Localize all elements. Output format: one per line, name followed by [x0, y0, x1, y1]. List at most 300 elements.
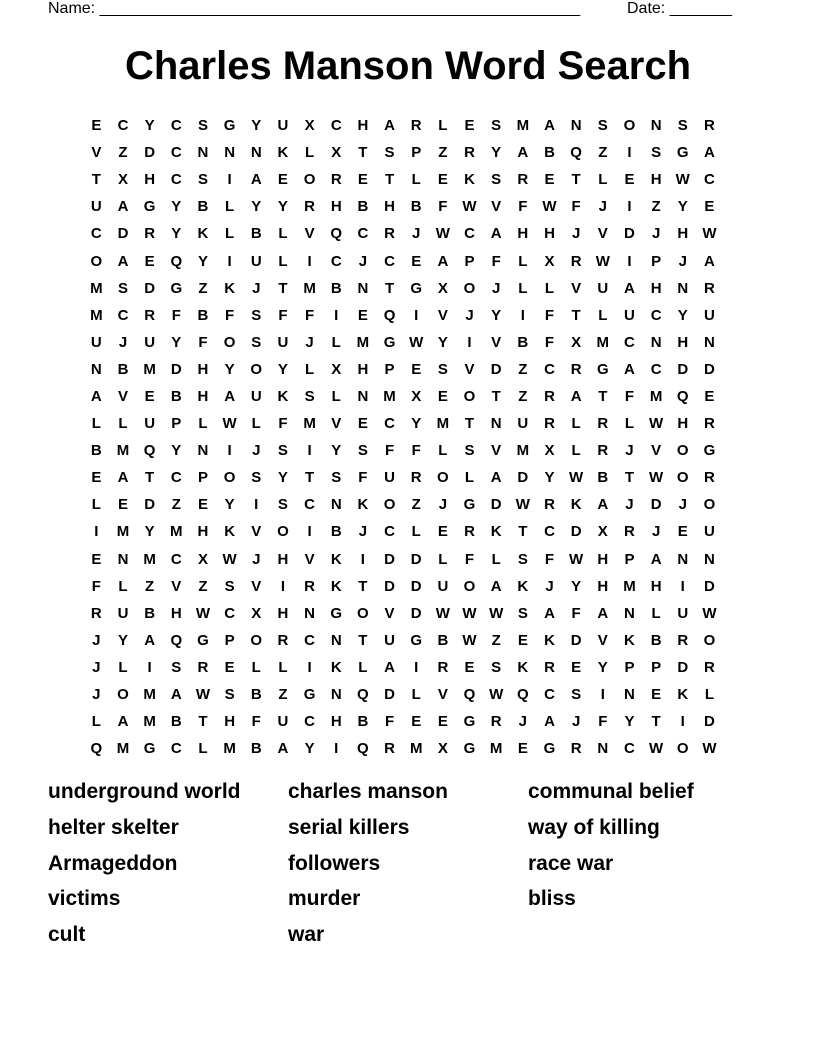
grid-letter: C: [650, 360, 662, 378]
grid-letter: R: [704, 279, 715, 297]
grid-letter: G: [303, 686, 316, 704]
grid-letter: Y: [331, 442, 342, 460]
grid-row: [83, 491, 739, 518]
grid-letter: I: [627, 144, 632, 162]
grid-letter: A: [384, 117, 395, 135]
grid-letter: D: [704, 360, 715, 378]
grid-letter: O: [676, 469, 689, 487]
grid-letter: I: [334, 740, 339, 758]
grid-letter: W: [489, 686, 504, 704]
grid-letter: G: [463, 496, 476, 514]
grid-letter: O: [223, 333, 236, 351]
grid-letter: E: [464, 658, 475, 676]
grid-letter: R: [570, 252, 582, 270]
grid-letter: M: [143, 550, 156, 568]
grid-letter: M: [409, 740, 423, 758]
grid-letter: J: [252, 442, 261, 460]
grid-letter: J: [651, 225, 661, 243]
grid-letter: B: [410, 198, 422, 216]
grid-letter: N: [330, 686, 342, 704]
grid-letter: I: [627, 198, 632, 216]
grid-letter: M: [596, 333, 610, 351]
grid-letter: Y: [171, 442, 182, 460]
grid-letter: A: [224, 387, 236, 405]
grid-letter: W: [195, 604, 211, 622]
grid-letter: C: [170, 740, 182, 758]
grid-letter: T: [518, 523, 528, 541]
grid-letter: B: [330, 279, 342, 297]
grid-letter: C: [170, 469, 182, 487]
grid-letter: Y: [597, 658, 608, 676]
grid-letter: H: [197, 387, 209, 405]
grid-letter: U: [144, 415, 156, 433]
grid-letter: I: [227, 442, 232, 460]
grid-letter: L: [438, 117, 448, 135]
grid-letter: Q: [330, 225, 343, 243]
grid-letter: H: [277, 550, 289, 568]
grid-letter: R: [490, 713, 502, 731]
grid-letter: V: [304, 225, 315, 243]
grid-letter: H: [357, 360, 369, 378]
grid-letter: R: [197, 658, 209, 676]
grid-letter: R: [304, 198, 315, 216]
grid-letter: O: [463, 279, 476, 297]
grid-letter: E: [517, 740, 528, 758]
grid-letter: R: [544, 658, 555, 676]
grid-letter: K: [677, 686, 689, 704]
grid-letter: L: [91, 713, 101, 731]
grid-letter: F: [278, 306, 288, 324]
grid-letter: E: [411, 252, 422, 270]
grid-letter: G: [330, 604, 343, 622]
grid-letter: P: [464, 252, 475, 270]
grid-letter: R: [597, 442, 609, 460]
grid-letter: Y: [144, 523, 155, 541]
grid-letter: T: [304, 469, 315, 487]
grid-letter: X: [411, 387, 422, 405]
grid-letter: I: [254, 496, 259, 514]
grid-letter: T: [624, 469, 635, 487]
grid-letter: S: [517, 604, 528, 622]
grid-letter: P: [651, 252, 662, 270]
grid-letter: D: [704, 577, 715, 595]
grid-letter: W: [569, 469, 584, 487]
grid-letter: W: [222, 550, 237, 568]
grid-letter: V: [384, 604, 395, 622]
grid-letter: J: [518, 713, 527, 731]
grid-letter: C: [357, 225, 369, 243]
grid-letter: S: [384, 144, 395, 162]
grid-letter: S: [224, 686, 235, 704]
grid-letter: A: [117, 469, 129, 487]
grid-letter: O: [90, 252, 103, 270]
grid-letter: E: [91, 550, 102, 568]
grid-row: [83, 518, 739, 545]
grid-letter: H: [517, 225, 529, 243]
grid-letter: E: [91, 469, 102, 487]
grid-letter: M: [143, 360, 156, 378]
word-list-item: serial killers: [288, 815, 410, 839]
grid-letter: W: [702, 604, 717, 622]
grid-letter: C: [544, 360, 555, 378]
grid-letter: V: [464, 360, 475, 378]
grid-letter: M: [649, 387, 663, 405]
grid-letter: Q: [676, 387, 689, 405]
grid-letter: T: [384, 171, 395, 189]
grid-letter: U: [704, 306, 715, 324]
grid-letter: I: [307, 523, 312, 541]
grid-letter: Z: [118, 144, 128, 162]
grid-letter: N: [624, 604, 635, 622]
grid-letter: F: [518, 198, 528, 216]
grid-letter: J: [412, 225, 421, 243]
grid-letter: C: [90, 225, 102, 243]
grid-letter: J: [651, 523, 661, 541]
grid-letter: F: [544, 550, 555, 568]
grid-letter: U: [90, 333, 102, 351]
grid-letter: X: [597, 523, 608, 541]
grid-letter: L: [225, 225, 235, 243]
grid-letter: A: [650, 550, 662, 568]
grid-letter: G: [197, 631, 209, 649]
grid-letter: S: [651, 144, 662, 162]
grid-letter: P: [624, 658, 635, 676]
grid-letter: N: [624, 686, 635, 704]
grid-letter: Q: [516, 686, 529, 704]
grid-letter: A: [704, 144, 715, 162]
grid-letter: R: [410, 469, 422, 487]
grid-letter: T: [598, 387, 608, 405]
grid-letter: H: [144, 171, 156, 189]
grid-letter: W: [462, 604, 477, 622]
grid-letter: I: [307, 252, 312, 270]
grid-letter: V: [491, 333, 502, 351]
word-list-item: bliss: [528, 887, 576, 911]
grid-letter: R: [517, 171, 529, 189]
grid-letter: F: [571, 198, 581, 216]
grid-letter: C: [170, 550, 182, 568]
grid-letter: D: [410, 577, 422, 595]
grid-letter: C: [117, 117, 129, 135]
grid-letter: E: [437, 713, 448, 731]
grid-letter: Y: [277, 360, 288, 378]
grid-letter: E: [651, 686, 662, 704]
grid-letter: R: [464, 144, 475, 162]
grid-letter: R: [677, 631, 689, 649]
grid-letter: T: [358, 144, 368, 162]
grid-letter: B: [437, 631, 449, 649]
grid-letter: C: [384, 415, 395, 433]
grid-letter: P: [624, 550, 635, 568]
grid-letter: L: [118, 658, 128, 676]
grid-letter: O: [303, 171, 316, 189]
grid-letter: A: [117, 252, 129, 270]
grid-letter: X: [331, 144, 342, 162]
grid-letter: W: [702, 225, 717, 243]
grid-letter: D: [144, 279, 156, 297]
grid-letter: N: [224, 144, 236, 162]
grid-letter: X: [437, 740, 448, 758]
grid-letter: Y: [624, 713, 635, 731]
grid-letter: E: [464, 117, 475, 135]
grid-letter: L: [491, 550, 501, 568]
grid-letter: Q: [143, 442, 156, 460]
grid-letter: L: [544, 279, 555, 297]
grid-letter: Y: [197, 252, 208, 270]
grid-letter: B: [250, 740, 262, 758]
grid-letter: A: [384, 658, 395, 676]
grid-letter: L: [411, 686, 421, 704]
word-list: [48, 778, 768, 957]
grid-row: [83, 329, 739, 356]
grid-letter: C: [330, 117, 342, 135]
grid-letter: T: [491, 387, 501, 405]
grid-letter: Z: [518, 387, 528, 405]
grid-letter: W: [435, 604, 450, 622]
grid-letter: D: [144, 144, 156, 162]
grid-letter: E: [544, 171, 555, 189]
grid-letter: W: [649, 415, 664, 433]
grid-letter: Z: [411, 496, 421, 514]
grid-letter: S: [331, 469, 342, 487]
grid-letter: A: [597, 496, 609, 514]
word-list-item: communal belief: [528, 780, 694, 803]
grid-letter: T: [145, 469, 155, 487]
grid-letter: V: [251, 523, 262, 541]
grid-row: [83, 546, 739, 573]
word-list-item: cult: [48, 923, 86, 947]
grid-letter: C: [170, 117, 182, 135]
word-list-item: helter skelter: [48, 815, 179, 839]
grid-letter: S: [197, 171, 208, 189]
word-list-item: underground world: [48, 780, 241, 803]
grid-letter: D: [624, 225, 635, 243]
grid-letter: Y: [437, 333, 448, 351]
grid-letter: Y: [491, 144, 502, 162]
grid-letter: V: [437, 306, 448, 324]
grid-letter: K: [277, 387, 289, 405]
grid-letter: Y: [224, 496, 235, 514]
grid-letter: K: [517, 658, 529, 676]
grid-letter: H: [330, 713, 342, 731]
grid-letter: E: [704, 198, 715, 216]
grid-letter: N: [330, 631, 342, 649]
grid-letter: R: [704, 415, 715, 433]
grid-letter: C: [304, 631, 315, 649]
grid-letter: L: [304, 144, 315, 162]
grid-letter: M: [223, 740, 236, 758]
grid-letter: L: [651, 604, 661, 622]
grid-letter: R: [704, 117, 715, 135]
grid-row: [83, 247, 739, 274]
grid-letter: P: [384, 360, 395, 378]
grid-row: [83, 356, 739, 383]
grid-letter: G: [170, 279, 183, 297]
grid-letter: J: [545, 577, 554, 595]
grid-letter: C: [170, 171, 182, 189]
grid-letter: S: [437, 360, 448, 378]
grid-letter: M: [116, 740, 130, 758]
grid-letter: V: [331, 415, 342, 433]
grid-letter: W: [462, 198, 477, 216]
word-list-item: war: [288, 923, 325, 947]
word-list-item: charles manson: [288, 780, 448, 803]
grid-letter: I: [414, 306, 419, 324]
grid-row: [83, 139, 739, 166]
grid-letter: P: [171, 415, 182, 433]
grid-letter: G: [463, 740, 476, 758]
grid-letter: Y: [224, 360, 235, 378]
grid-letter: L: [598, 171, 608, 189]
grid-letter: S: [171, 658, 182, 676]
grid-letter: Q: [383, 306, 396, 324]
grid-letter: J: [92, 686, 101, 704]
grid-letter: H: [544, 225, 555, 243]
grid-letter: L: [118, 577, 128, 595]
grid-letter: V: [117, 387, 128, 405]
grid-letter: H: [197, 360, 209, 378]
grid-letter: U: [277, 117, 289, 135]
grid-letter: E: [224, 658, 235, 676]
grid-letter: L: [251, 415, 261, 433]
grid-letter: A: [170, 686, 182, 704]
grid-letter: M: [170, 523, 183, 541]
grid-letter: F: [171, 306, 181, 324]
grid-letter: B: [197, 198, 209, 216]
grid-letter: S: [251, 306, 262, 324]
grid-letter: T: [198, 713, 208, 731]
date-field-label: Date: _______: [627, 0, 732, 17]
grid-letter: K: [544, 631, 555, 649]
grid-letter: I: [307, 442, 312, 460]
grid-letter: K: [357, 496, 369, 514]
grid-letter: Y: [491, 306, 502, 324]
grid-letter: M: [516, 117, 530, 135]
grid-letter: E: [411, 713, 422, 731]
grid-letter: F: [544, 333, 555, 351]
grid-row: [83, 410, 739, 437]
grid-letter: X: [251, 604, 262, 622]
grid-letter: I: [227, 252, 232, 270]
grid-row: [83, 220, 739, 247]
grid-letter: L: [278, 658, 288, 676]
grid-letter: L: [278, 252, 288, 270]
grid-letter: G: [410, 279, 423, 297]
grid-letter: P: [197, 469, 208, 487]
grid-letter: W: [515, 496, 530, 514]
grid-letter: O: [250, 631, 263, 649]
grid-letter: Q: [357, 686, 369, 704]
grid-letter: O: [357, 604, 369, 622]
grid-letter: D: [570, 523, 582, 541]
grid-letter: R: [277, 631, 289, 649]
grid-letter: A: [570, 387, 582, 405]
grid-letter: Q: [170, 252, 183, 270]
grid-letter: G: [463, 713, 476, 731]
grid-letter: T: [464, 415, 475, 433]
grid-letter: Z: [278, 686, 288, 704]
grid-letter: L: [571, 442, 581, 460]
grid-row: [83, 600, 739, 627]
grid-letter: U: [624, 306, 635, 324]
grid-letter: M: [116, 523, 130, 541]
grid-letter: R: [90, 604, 102, 622]
grid-letter: U: [277, 333, 289, 351]
grid-letter: J: [678, 496, 687, 514]
grid-row: [83, 302, 739, 329]
grid-letter: N: [597, 740, 609, 758]
grid-letter: U: [90, 198, 102, 216]
grid-letter: F: [598, 713, 608, 731]
word-list-item: race war: [528, 851, 614, 875]
grid-letter: F: [464, 550, 475, 568]
grid-letter: A: [90, 387, 102, 405]
grid-letter: U: [704, 523, 715, 541]
grid-letter: U: [437, 577, 449, 595]
grid-letter: J: [92, 658, 101, 676]
grid-letter: J: [571, 713, 581, 731]
grid-letter: V: [571, 279, 582, 297]
grid-letter: W: [675, 171, 690, 189]
grid-letter: D: [384, 577, 395, 595]
grid-letter: J: [678, 252, 687, 270]
grid-letter: L: [278, 225, 288, 243]
grid-letter: E: [624, 171, 635, 189]
grid-letter: A: [624, 360, 635, 378]
grid-letter: F: [304, 306, 315, 324]
grid-letter: S: [251, 333, 262, 351]
grid-letter: B: [357, 198, 369, 216]
grid-letter: X: [331, 360, 342, 378]
grid-letter: O: [250, 360, 263, 378]
grid-letter: J: [252, 550, 261, 568]
grid-letter: T: [91, 171, 101, 189]
grid-letter: B: [357, 713, 369, 731]
grid-letter: S: [491, 171, 502, 189]
grid-letter: W: [409, 333, 424, 351]
grid-letter: Q: [463, 686, 476, 704]
grid-letter: N: [490, 415, 502, 433]
grid-letter: W: [222, 415, 237, 433]
grid-letter: L: [304, 360, 315, 378]
grid-letter: G: [223, 117, 236, 135]
grid-letter: W: [569, 550, 584, 568]
grid-letter: G: [410, 631, 423, 649]
grid-letter: B: [170, 387, 182, 405]
grid-letter: I: [307, 658, 312, 676]
grid-letter: V: [251, 577, 262, 595]
grid-letter: R: [410, 117, 422, 135]
grid-letter: A: [437, 252, 449, 270]
grid-letter: E: [144, 387, 155, 405]
grid-letter: W: [595, 252, 610, 270]
grid-letter: F: [571, 604, 581, 622]
grid-letter: Z: [198, 577, 208, 595]
grid-letter: E: [357, 171, 368, 189]
grid-letter: J: [305, 333, 314, 351]
grid-letter: O: [676, 740, 689, 758]
grid-letter: Z: [518, 360, 528, 378]
grid-letter: U: [597, 279, 609, 297]
grid-letter: O: [277, 523, 289, 541]
grid-letter: N: [250, 144, 262, 162]
grid-letter: R: [330, 171, 342, 189]
grid-letter: A: [597, 604, 609, 622]
grid-letter: L: [704, 686, 714, 704]
grid-letter: W: [489, 604, 504, 622]
grid-letter: Z: [198, 279, 208, 297]
grid-letter: L: [438, 550, 448, 568]
